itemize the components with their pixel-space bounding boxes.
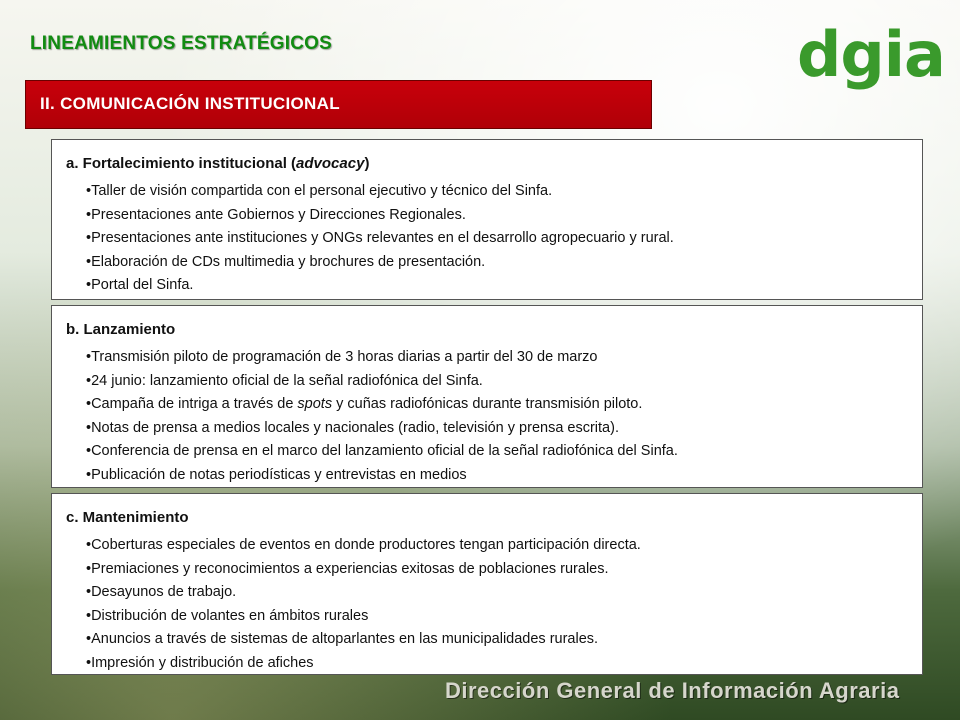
list-item: • Impresión y distribución de afiches (86, 652, 912, 676)
block-fortalecimiento (51, 139, 923, 300)
list-item: • Presentaciones ante Gobiernos y Direcciones Regionales. (86, 204, 912, 228)
section-bar (25, 80, 652, 129)
list-item: • Conferencia de prensa en el marco del lanzamiento oficial de la señal radiofónica del Sinfa. (86, 440, 912, 464)
block-heading: a. Fortalecimiento institucional (advocacy) (66, 155, 370, 172)
bullet-list (86, 346, 912, 487)
bullet-list (86, 534, 912, 675)
dgia-logo: dgia (797, 18, 945, 91)
list-item: • 24 junio: lanzamiento oficial de la señal radiofónica del Sinfa. (86, 370, 912, 394)
block-lanzamiento (51, 305, 923, 488)
block-mantenimiento (51, 493, 923, 675)
bullet-list (86, 180, 912, 298)
footer-organization-name: Dirección General de Información Agraria (445, 678, 900, 703)
list-item: • Transmisión piloto de programación de 3 horas diarias a partir del 30 de marzo (86, 346, 912, 370)
list-item: • Elaboración de CDs multimedia y brochures de presentación. (86, 251, 912, 275)
list-item: • Notas de prensa a medios locales y nacionales (radio, televisión y prensa escrita). (86, 417, 912, 441)
list-item: • Campaña de intriga a través de spots y cuñas radiofónicas durante transmisión piloto. (86, 393, 912, 417)
page-title: LINEAMIENTOS ESTRATÉGICOS (30, 33, 332, 54)
block-heading: c. Mantenimiento (66, 509, 189, 526)
list-item: • Presentaciones ante instituciones y ONGs relevantes en el desarrollo agropecuario y rural. (86, 227, 912, 251)
list-item: • Taller de visión compartida con el personal ejecutivo y técnico del Sinfa. (86, 180, 912, 204)
block-heading: b. Lanzamiento (66, 321, 176, 338)
section-label: II. COMUNICACIÓN INSTITUCIONAL (40, 94, 340, 113)
list-item: • Publicación de notas periodísticas y entrevistas en medios (86, 464, 912, 488)
list-item: • Anuncios a través de sistemas de altoparlantes en las municipalidades rurales. (86, 628, 912, 652)
list-item: • Premiaciones y reconocimientos a experiencias exitosas de poblaciones rurales. (86, 558, 912, 582)
list-item: • Distribución de volantes en ámbitos rurales (86, 605, 912, 629)
list-item: • Portal del Sinfa. (86, 274, 912, 298)
list-item: • Coberturas especiales de eventos en donde productores tengan participación directa. (86, 534, 912, 558)
list-item: • Desayunos de trabajo. (86, 581, 912, 605)
